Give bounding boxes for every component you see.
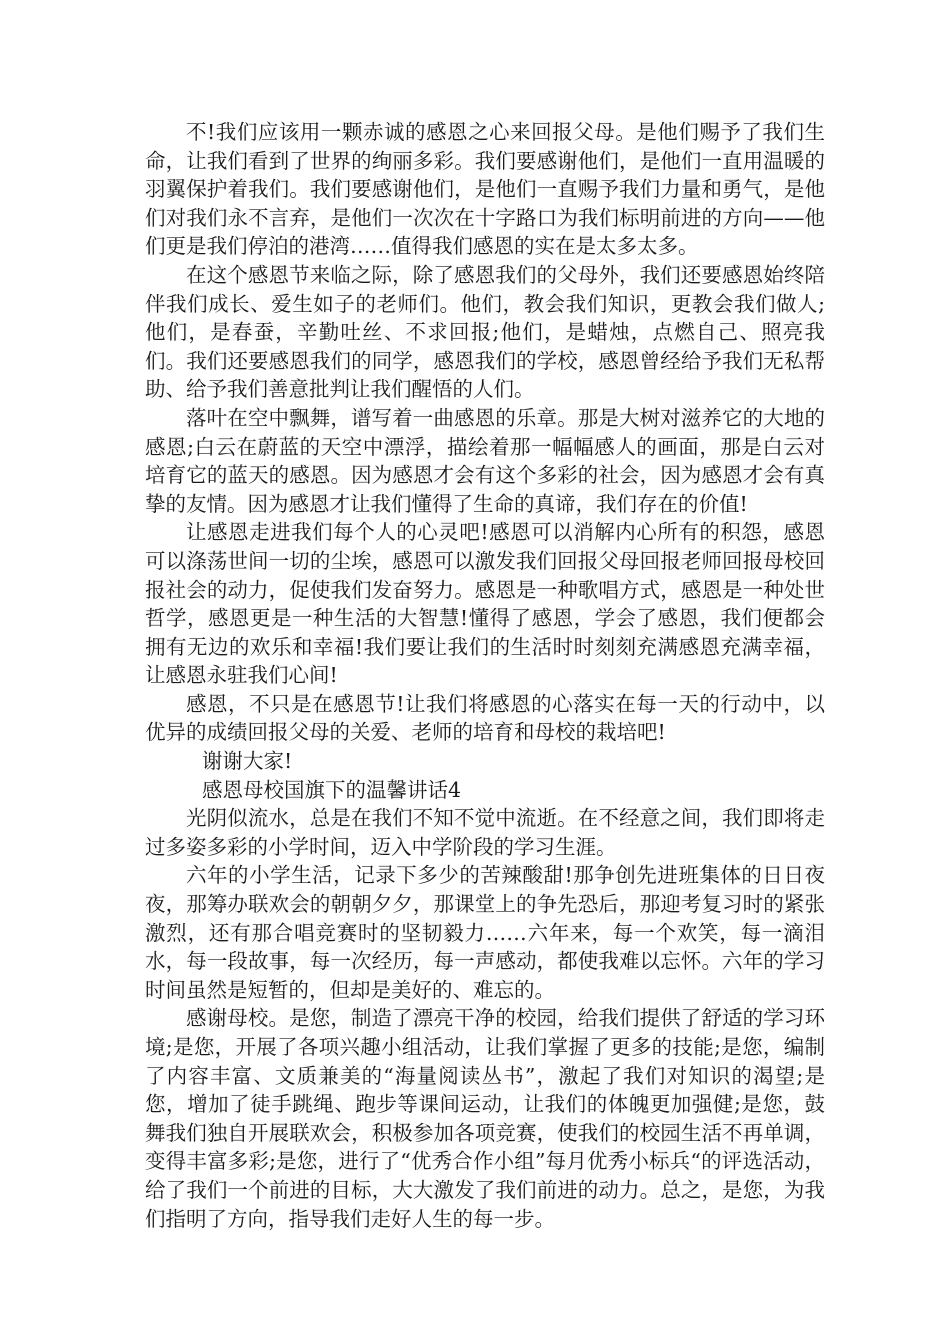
paragraph-time-flies: 光阴似流水，总是在我们不知不觉中流逝。在不经意之间，我们即将走过多姿多彩的小学时间，迈入中学阶段的学习生涯。 xyxy=(145,806,825,859)
paragraph-thank-school: 感谢母校。是您，制造了漂亮干净的校园，给我们提供了舒适的学习环境;是您，开展了各项兴趣小组活动，让我们掌握了更多的技能;是您，编制了内容丰富、文质兼美的“海量阅读丛书”，激起了我们对知识的渴望;是您，增加了徒手跳绳、跑步等课间运动，让我们的体魄更加强健;是您，鼓舞我们独自开展联欢会，积极参加各项竞赛，使我们的校园生活不再单调，变得丰富多彩;是您，进行了“优秀合作小组”每月优秀小标兵“的评选活动，给了我们一个前进的目标，大大激发了我们前进的动力。总之，是您，为我们指明了方向，指导我们走好人生的每一步。 xyxy=(145,1006,825,1231)
document-body xyxy=(145,118,825,1233)
paragraph-gratitude-parents: 不!我们应该用一颗赤诚的感恩之心来回报父母。是他们赐予了我们生命，让我们看到了世界的绚丽多彩。我们要感谢他们，是他们一直用温暖的羽翼保护着我们。我们要感谢他们，是他们一直赐予我们力量和勇气，是他们对我们永不言弃，是他们一次次在十字路口为我们标明前进的方向——他们更是我们停泊的港湾……值得我们感恩的实在是太多太多。 xyxy=(145,120,825,259)
paragraph-thank-you: 谢谢大家! xyxy=(202,749,293,774)
paragraph-not-only-thanksgiving: 感恩，不只是在感恩节!让我们将感恩的心落实在每一天的行动中，以优异的成绩回报父母的关爱、老师的培育和母校的栽培吧! xyxy=(145,691,825,745)
paragraph-falling-leaves: 落叶在空中飘舞，谱写着一曲感恩的乐章。那是大树对滋养它的大地的感恩;白云在蔚蓝的天空中漂浮，描绘着那一幅幅感人的画面，那是白云对培育它的蓝天的感恩。因为感恩才会有这个多彩的社会，因为感恩才会有真挚的友情。因为感恩才让我们懂得了生命的真谛，我们存在的价值! xyxy=(145,405,825,516)
paragraph-gratitude-teachers: 在这个感恩节来临之际，除了感恩我们的父母外，我们还要感恩始终陪伴我们成长、爱生如子的老师们。他们，教会我们知识，更教会我们做人;他们，是春蚕，辛勤吐丝、不求回报;他们，是蜡烛，点燃自己、照亮我们。我们还要感恩我们的同学，感恩我们的学校，感恩曾经给予我们无私帮助、给予我们善意批判让我们醒悟的人们。 xyxy=(145,262,825,402)
section-heading: 感恩母校国旗下的温馨讲话4 xyxy=(202,777,462,802)
paragraph-gratitude-heart: 让感恩走进我们每个人的心灵吧!感恩可以消解内心所有的积怨，感恩可以涤荡世间一切的尘埃，感恩可以激发我们回报父母回报老师回报母校回报社会的动力，促使我们发奋努力。感恩是一种歌唱方式，感恩是一种处世哲学，感恩更是一种生活的大智慧!懂得了感恩，学会了感恩，我们便都会拥有无边的欢乐和幸福!我们要让我们的生活时时刻刻充满感恩充满幸福，让感恩永驻我们心间! xyxy=(145,520,825,688)
paragraph-six-years: 六年的小学生活，记录下多少的苦辣酸甜!那争创先进班集体的日日夜夜，那筹办联欢会的朝朝夕夕，那课堂上的争先恐后，那迎考复习时的紧张激烈，还有那合唱竞赛时的坚韧毅力……六年来，每一个欢笑，每一滴泪水，每一段故事，每一次经历，每一声感动，都使我难以忘怀。六年的学习时间虽然是短暂的，但却是美好的、难忘的。 xyxy=(145,863,825,1002)
